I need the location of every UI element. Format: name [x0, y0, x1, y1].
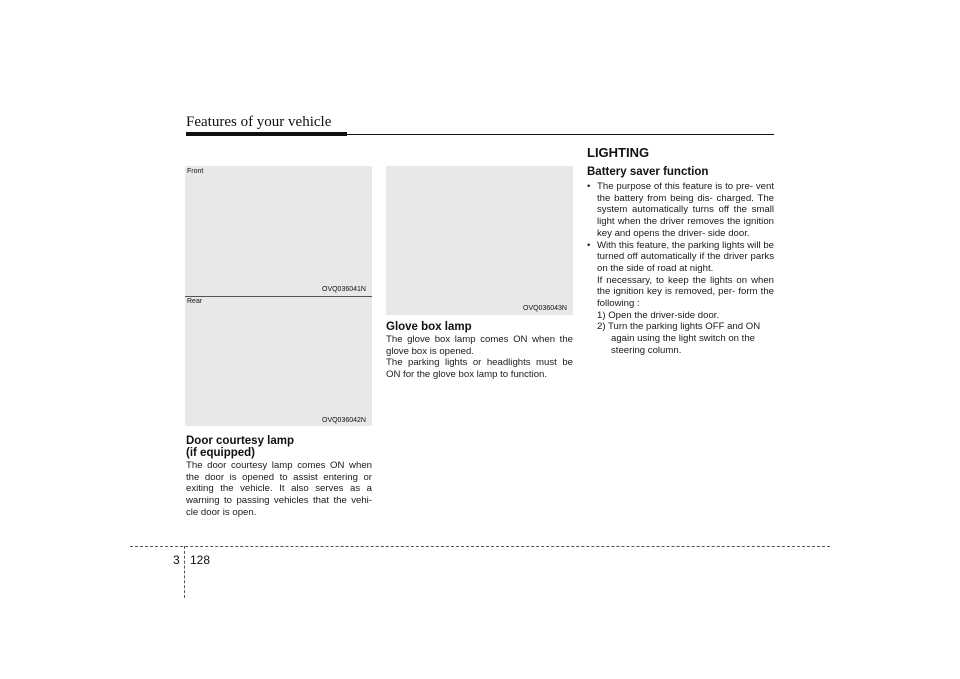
header-rule-thick [186, 132, 347, 136]
battery-saver-step-2: 2) Turn the parking lights OFF and ON again using the light switch on the steering column. [597, 321, 761, 356]
battery-saver-bullet-2-text: • With this feature, the parking lights will be turned off automatically if the driver parks on the side of road at night. [597, 239, 774, 274]
battery-saver-list [587, 181, 774, 357]
door-courtesy-heading-line1: Door courtesy lamp [186, 435, 294, 447]
door-courtesy-text: The door courtesy lamp comes ON when the door is opened to assist entering or exiting the vehicle. It also serves as a warning to passing vehicles that the vehi- cle door is open. [186, 460, 372, 518]
door-courtesy-heading [186, 435, 376, 459]
battery-saver-heading: Battery saver function [587, 166, 709, 178]
lighting-section-title: LIGHTING [587, 145, 650, 160]
glove-box-para1: The glove box lamp comes ON when the glove box is opened. [386, 334, 573, 357]
header-rule-thin [347, 134, 774, 135]
glove-box-heading: Glove box lamp [386, 321, 472, 333]
door-courtesy-body [186, 460, 372, 519]
footer-chapter-number: 3 [173, 553, 180, 567]
rear-figure-code: OVQ036042N [322, 417, 366, 424]
glove-box-body [386, 334, 573, 381]
page-header-title: Features of your vehicle [186, 114, 332, 130]
glove-box-figure [386, 166, 573, 315]
rear-figure [185, 297, 372, 426]
battery-saver-steps [597, 310, 774, 357]
front-figure-label: Front [187, 168, 204, 175]
footer-page-number: 128 [190, 553, 211, 567]
glove-box-figure-code: OVQ036043N [523, 305, 567, 312]
front-figure-code: OVQ036041N [322, 286, 366, 293]
battery-saver-bullet-2 [587, 240, 774, 357]
glove-box-para2: The parking lights or headlights must be ON for the glove box lamp to function. [386, 357, 573, 381]
footer-vertical-rule [184, 546, 185, 598]
footer-dashed-rule [130, 546, 830, 547]
battery-saver-step-1: 1) Open the driver-side door. [597, 309, 720, 321]
battery-saver-bullet-2-followup: If necessary, to keep the lights on when the ignition key is removed, per- form the following : [597, 274, 774, 310]
front-figure [185, 166, 372, 296]
battery-saver-bullet-1: • The purpose of this feature is to pre- vent the battery from being dis- charged. The system automatically turns off the small light when the driver removes the ignition key and opens the driver- side door. [587, 181, 774, 240]
rear-figure-label: Rear [187, 298, 203, 305]
door-courtesy-heading-line2: (if equipped) [186, 447, 255, 459]
